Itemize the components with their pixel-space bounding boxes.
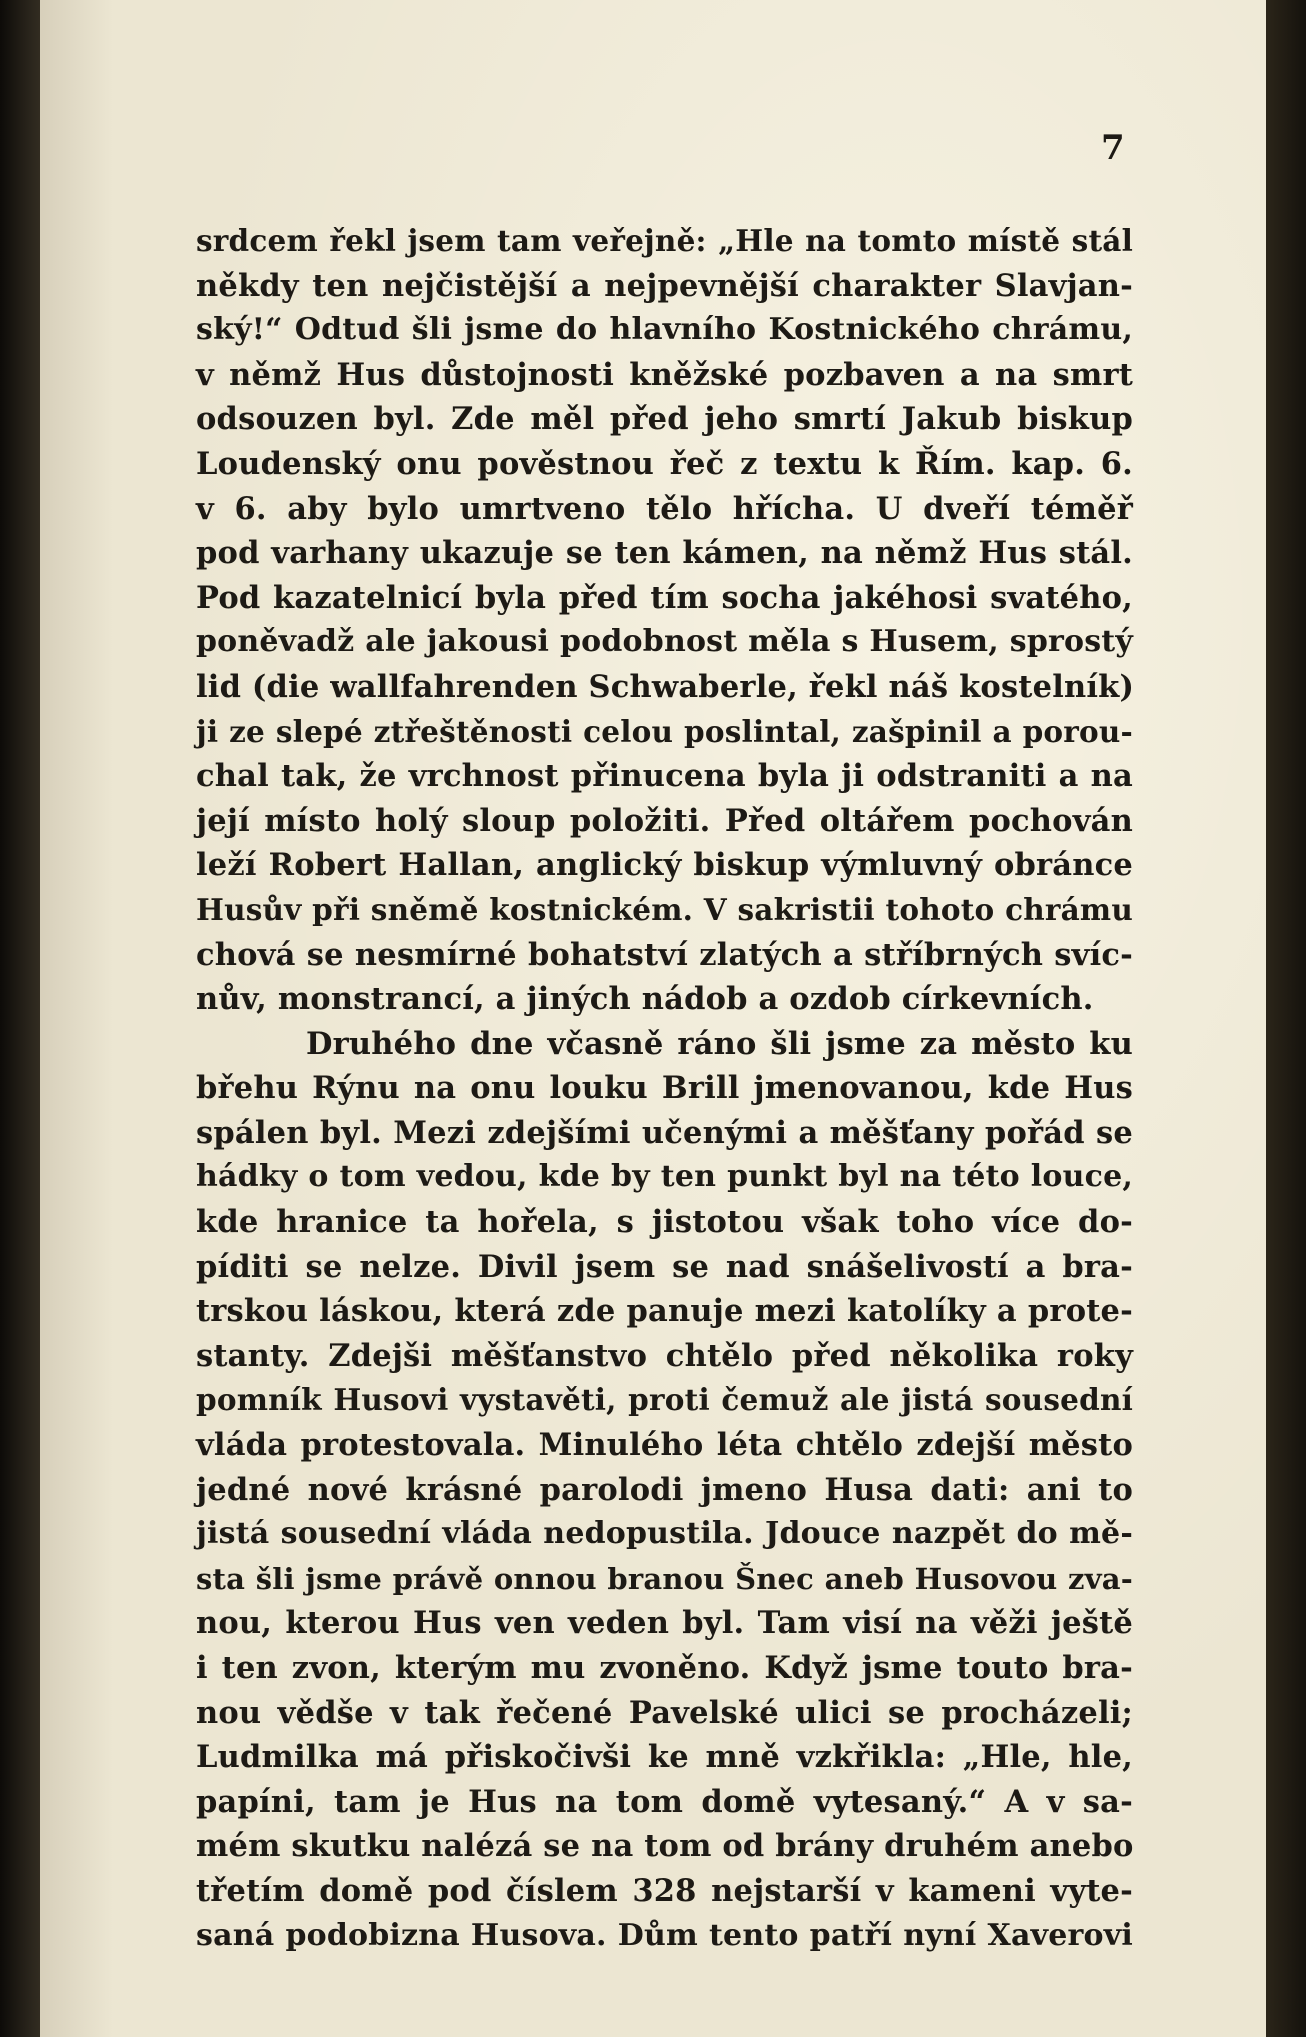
page-edge-shadow [1266,0,1306,2037]
text-line: nou vědše v tak řečené Pavelské ulici se procházeli; [196,1694,1133,1731]
text-line: hádky o tom vedou, kde by ten punkt byl na této louce, [196,1159,1133,1195]
text-line: ský!“ Odtud šli jsme do hlavního Kostnického chrámu, [196,312,1133,348]
text-line: nou, kterou Hus ven veden byl. Tam visí na věži ještě [196,1605,1133,1642]
text-line: lid (die wallfahrenden Schwaberle, řekl náš kostelník) [196,668,1135,705]
text-line: stanty. Zdejši měšťanstvo chtělo před několika roky [196,1337,1133,1374]
book-page [40,0,1266,2037]
text-line: saná podobizna Husova. Dům tento patří nyní Xaverovi [196,1917,1133,1953]
text-line: ji ze slepé ztřeštěnosti celou poslintal, zašpinil a porou- [196,713,1133,749]
text-line-paragraph-start: Druhého dne včasně ráno šli jsme za město ku [306,1025,1133,1062]
text-line: Ludmilka má přiskočivši ke mně vzkřikla: „Hle, hle, [196,1739,1133,1776]
text-line: pomník Husovi vystavěti, proti čemuž ale jistá sousední [196,1382,1133,1418]
text-line: i ten zvon, kterým mu zvoněno. Když jsme touto bra- [196,1650,1133,1686]
text-line: chová se nesmírné bohatství zlatých a stříbrných svíc- [196,936,1133,973]
text-line: kde hranice ta hořela, s jistotou však toho více do- [196,1204,1133,1241]
text-line: leží Robert Hallan, anglický biskup výmluvný obránce [196,847,1133,884]
text-line: papíni, tam je Hus na tom domě vytesaný.“ A v sa- [196,1783,1133,1820]
page-number: 7 [1101,128,1125,168]
text-line: její místo holý sloup položiti. Před oltářem pochován [196,802,1133,839]
text-line: v 6. aby bylo umrtveno tělo hřícha. U dveří téměř [196,490,1133,527]
text-line: sta šli jsme právě onnou branou Šnec aneb Husovou zva- [196,1561,1133,1596]
text-line: mém skutku nalézá se na tom od brány druhém anebo [196,1828,1134,1865]
text-line: píditi se nelze. Divil jsem se nad snášelivostí a bra- [196,1248,1133,1285]
text-line: Loudenský onu pověstnou řeč z textu k Řím. kap. 6. [196,445,1133,482]
text-line: pod varhany ukazuje se ten kámen, na němž Hus stál. [196,535,1133,572]
text-line: odsouzen byl. Zde měl před jeho smrtí Jakub biskup [196,401,1133,438]
text-line: Pod kazatelnicí byla před tím socha jakéhosi svatého, [196,579,1133,616]
text-line: v němž Hus důstojnosti kněžské pozbaven a na smrt [196,356,1133,393]
text-line: poněvadž ale jakousi podobnost měla s Husem, sprostý [196,624,1133,660]
text-line: jedné nové krásné parolodi jmeno Husa dati: ani to [196,1471,1133,1508]
text-line: spálen byl. Mezi zdejšími učenými a měšťany pořád se [196,1114,1133,1151]
text-line: vláda protestovala. Minulého léta chtělo zdejší město [196,1427,1133,1464]
body-text [196,219,1133,1958]
text-line: nův, monstrancí, a jiných nádob a ozdob církevních. [196,981,1094,1018]
text-line: trskou láskou, která zde panuje mezi katolíky a prote- [196,1293,1133,1330]
text-line: třetím domě pod číslem 328 nejstarší v kameni vyte- [196,1872,1133,1909]
text-line: Husův při sněmě kostnickém. V sakristii tohoto chrámu [196,891,1133,927]
text-line: někdy ten nejčistější a nejpevnější charakter Slavjan- [196,267,1133,304]
text-line: jistá sousední vláda nedopustila. Jdouce nazpět do mě- [196,1516,1133,1552]
text-line: srdcem řekl jsem tam veřejně: „Hle na tomto místě stál [196,223,1133,258]
text-line: břehu Rýnu na onu louku Brill jmenovanou, kde Hus [196,1070,1133,1107]
text-line: chal tak, že vrchnost přinucena byla ji odstraniti a na [196,758,1133,795]
